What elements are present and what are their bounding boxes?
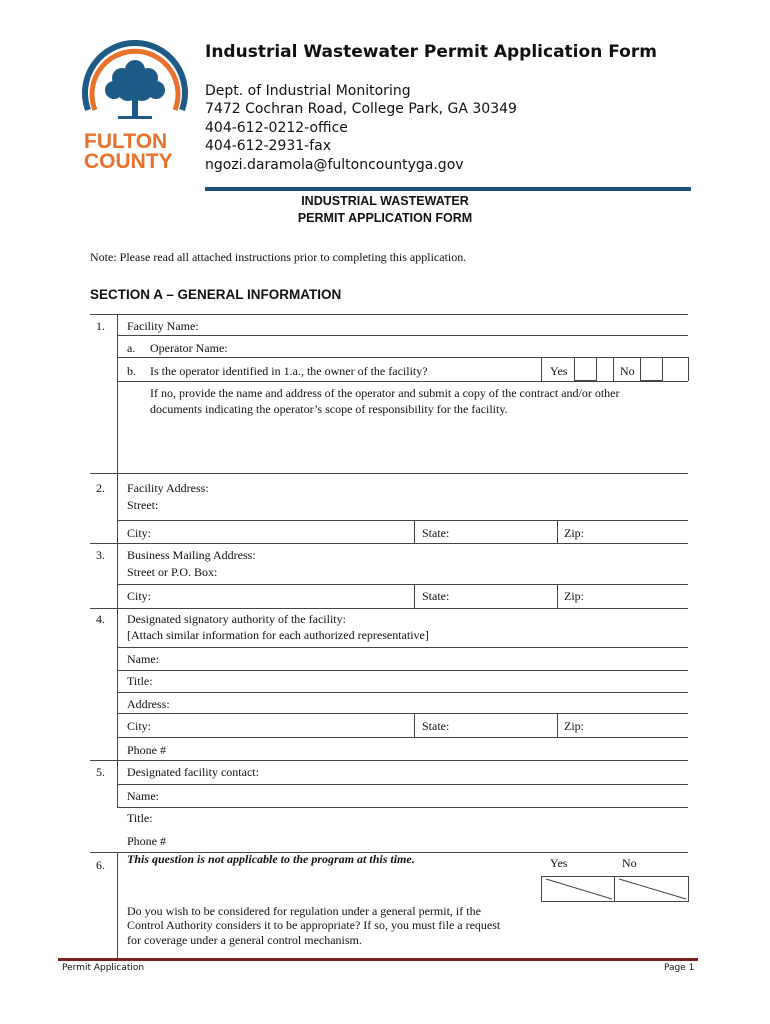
q4-signatory-label: Designated signatory authority of the facility: bbox=[127, 612, 346, 626]
q2-city-label: City: bbox=[127, 526, 152, 540]
q4-zip-label: Zip: bbox=[564, 719, 584, 733]
q5-phone-label: Phone # bbox=[127, 834, 166, 848]
q1a-letter: a. bbox=[127, 341, 136, 355]
q3-mailing-address-label: Business Mailing Address: bbox=[127, 548, 256, 562]
q5-name-label: Name: bbox=[127, 789, 159, 803]
logo-text-fulton: FULTON bbox=[84, 130, 168, 153]
q2-street-label: Street: bbox=[127, 498, 159, 512]
footer-rule bbox=[58, 958, 698, 961]
q6-yes-label: Yes bbox=[550, 856, 568, 870]
form-title-line1: INDUSTRIAL WASTEWATER bbox=[301, 194, 469, 208]
q2-state-label: State: bbox=[422, 526, 450, 540]
header-dept: Dept. of Industrial Monitoring bbox=[205, 83, 411, 99]
q4-attach-note: [Attach similar information for each authorized representative] bbox=[127, 628, 429, 642]
header-office-phone: 404-612-0212-office bbox=[205, 120, 348, 136]
q6-no-strike-icon bbox=[615, 877, 688, 901]
q4-address-label: Address: bbox=[127, 697, 170, 711]
header-email: ngozi.daramola@fultoncountyga.gov bbox=[205, 157, 464, 173]
q2-number: 2. bbox=[96, 481, 105, 495]
instructions-note: Note: Please read all attached instructions prior to completing this application. bbox=[90, 250, 467, 264]
q1b-instructions-line1: If no, provide the name and address of the operator and submit a copy of the contract and/or other bbox=[150, 386, 620, 400]
q6-not-applicable-note: This question is not applicable to the program at this time. bbox=[127, 852, 415, 866]
q1b-owner-question: Is the operator identified in 1.a., the owner of the facility? bbox=[150, 364, 428, 378]
q3-street-label: Street or P.O. Box: bbox=[127, 565, 218, 579]
q3-number: 3. bbox=[96, 548, 105, 562]
header-fax: 404-612-2931-fax bbox=[205, 138, 332, 154]
q3-zip-label: Zip: bbox=[564, 589, 584, 603]
footer-left-text: Permit Application bbox=[62, 963, 145, 973]
footer-page-number: Page 1 bbox=[664, 963, 695, 973]
q1b-yes-label: Yes bbox=[550, 364, 568, 378]
q6-yes-checkbox[interactable] bbox=[541, 876, 615, 902]
q6-number: 6. bbox=[96, 858, 105, 872]
q1b-instructions-line2: documents indicating the operator’s scope of responsibility for the facility. bbox=[150, 402, 508, 416]
fulton-county-logo bbox=[80, 40, 190, 175]
q4-title-label: Title: bbox=[127, 674, 153, 688]
header-address: 7472 Cochran Road, College Park, GA 30349 bbox=[205, 101, 517, 117]
q5-number: 5. bbox=[96, 765, 105, 779]
header-rule bbox=[205, 187, 691, 191]
q1-number: 1. bbox=[96, 319, 105, 333]
q5-facility-contact-label: Designated facility contact: bbox=[127, 765, 259, 779]
q6-text-line1: Do you wish to be considered for regulation under a general permit, if the bbox=[127, 904, 481, 918]
q6-no-checkbox[interactable] bbox=[614, 876, 689, 902]
q1-facility-name-label: Facility Name: bbox=[127, 319, 199, 333]
q1b-letter: b. bbox=[127, 364, 136, 378]
q4-name-label: Name: bbox=[127, 652, 159, 666]
q2-facility-address-label: Facility Address: bbox=[127, 481, 209, 495]
q2-zip-label: Zip: bbox=[564, 526, 584, 540]
q1b-yes-checkbox[interactable] bbox=[574, 357, 597, 381]
q6-text-line2: Control Authority considers it to be appropriate? If so, you must file a request bbox=[127, 918, 501, 932]
q3-state-label: State: bbox=[422, 589, 450, 603]
section-a-heading: SECTION A – GENERAL INFORMATION bbox=[90, 287, 342, 302]
logo-text-county: COUNTY bbox=[84, 150, 173, 173]
q4-state-label: State: bbox=[422, 719, 450, 733]
q6-text-line3: for coverage under a general control mechanism. bbox=[127, 933, 362, 947]
q1b-no-label: No bbox=[620, 364, 635, 378]
tree-emblem-icon bbox=[80, 40, 190, 135]
q4-number: 4. bbox=[96, 612, 105, 626]
q1a-operator-name-label: Operator Name: bbox=[150, 341, 228, 355]
q6-yes-strike-icon bbox=[542, 877, 614, 901]
q1b-no-checkbox[interactable] bbox=[640, 357, 663, 381]
q3-city-label: City: bbox=[127, 589, 152, 603]
q4-city-label: City: bbox=[127, 719, 152, 733]
q5-title-label: Title: bbox=[127, 811, 153, 825]
form-title-line2: PERMIT APPLICATION FORM bbox=[297, 211, 473, 225]
q4-phone-label: Phone # bbox=[127, 743, 166, 757]
q6-no-label: No bbox=[622, 856, 637, 870]
header-title: Industrial Wastewater Permit Application Form bbox=[205, 42, 657, 62]
